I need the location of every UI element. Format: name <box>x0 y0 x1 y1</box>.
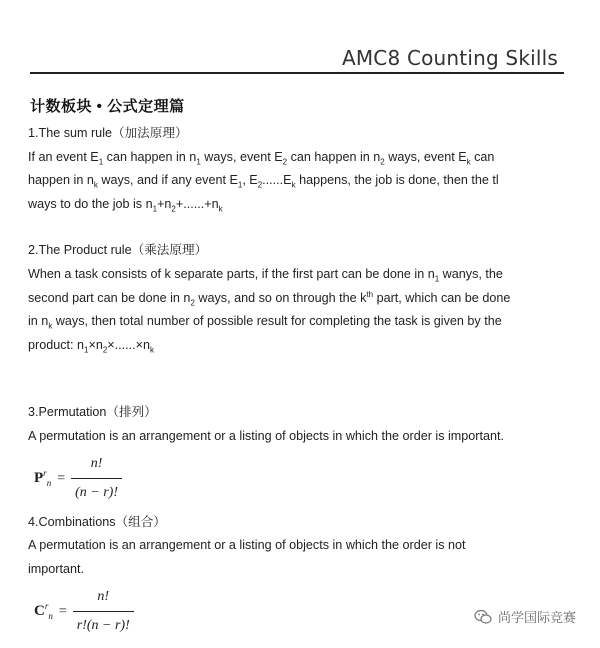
sum-rule-title: 1.The sum rule（加法原理） <box>28 126 188 140</box>
product-rule-line-1: When a task consists of k separate parts, if the first part can be done in $n_1$ wanys, the <box>28 266 503 284</box>
permutation-fraction: $\frac{n!}{(n - r)!}$ <box>71 452 122 504</box>
watermark <box>474 607 576 626</box>
document-title: AMC8 Counting Skills <box>341 46 558 70</box>
permutation-title: 3.Permutation（排列） <box>28 405 157 420</box>
product-rule-title: 2.The Product rule（乘法原理） <box>28 243 208 258</box>
permutation-text: A permutation is an arrangement or a listing of objects in which the order is important. <box>28 428 505 443</box>
product-rule-line-4: product: $n_1\times n_2\times......\times n_k$ <box>28 337 154 355</box>
document-body <box>28 122 538 639</box>
section-heading: 计数板块 • 公式定理篇 <box>30 98 185 115</box>
sum-rule-line-3: ways to do the job is $n_1+n_2+......+n_k$ <box>28 196 223 214</box>
product-rule-line-3: in $n_k$ ways, then total number of possible result for completing the task is given by the <box>28 314 502 331</box>
watermark-text: 尚学国际竞赛 <box>497 610 576 625</box>
combinations-title: 4.Combinations（组合） <box>28 514 166 529</box>
wechat-icon <box>474 609 492 625</box>
combinations-fraction: $\frac{n!}{r!(n - r)!}$ <box>73 585 134 637</box>
combinations-formula: $C^r_n$ = $\frac{n!}{r!(n - r)!}$ <box>34 589 134 633</box>
sum-rule-line-2: happen in $n_k$ ways, and if any event $E_1$, $E_2......E_k$ happens, the job is done, then the tl <box>28 173 499 190</box>
title-underline <box>30 72 564 74</box>
permutation-symbol: $P^r_n$ <box>34 467 52 488</box>
sum-rule-line-1: If an event $E_1$ can happen in $n_1$ ways, event $E_2$ can happen in $n_2$ ways, event $E_k$ can <box>28 149 495 167</box>
permutation-formula: $P^r_n$ = $\frac{n!}{(n - r)!}$ <box>34 457 122 501</box>
product-rule-line-2: second part can be done in $n_2$ ways, and so on through the $k^{th}$ part, which can be done <box>28 289 511 308</box>
combinations-text-line-1: A permutation is an arrangement or a listing of objects in which the order is not <box>28 538 466 553</box>
combination-symbol: $C^r_n$ <box>34 600 53 621</box>
combinations-text-line-2: important. <box>28 561 84 576</box>
